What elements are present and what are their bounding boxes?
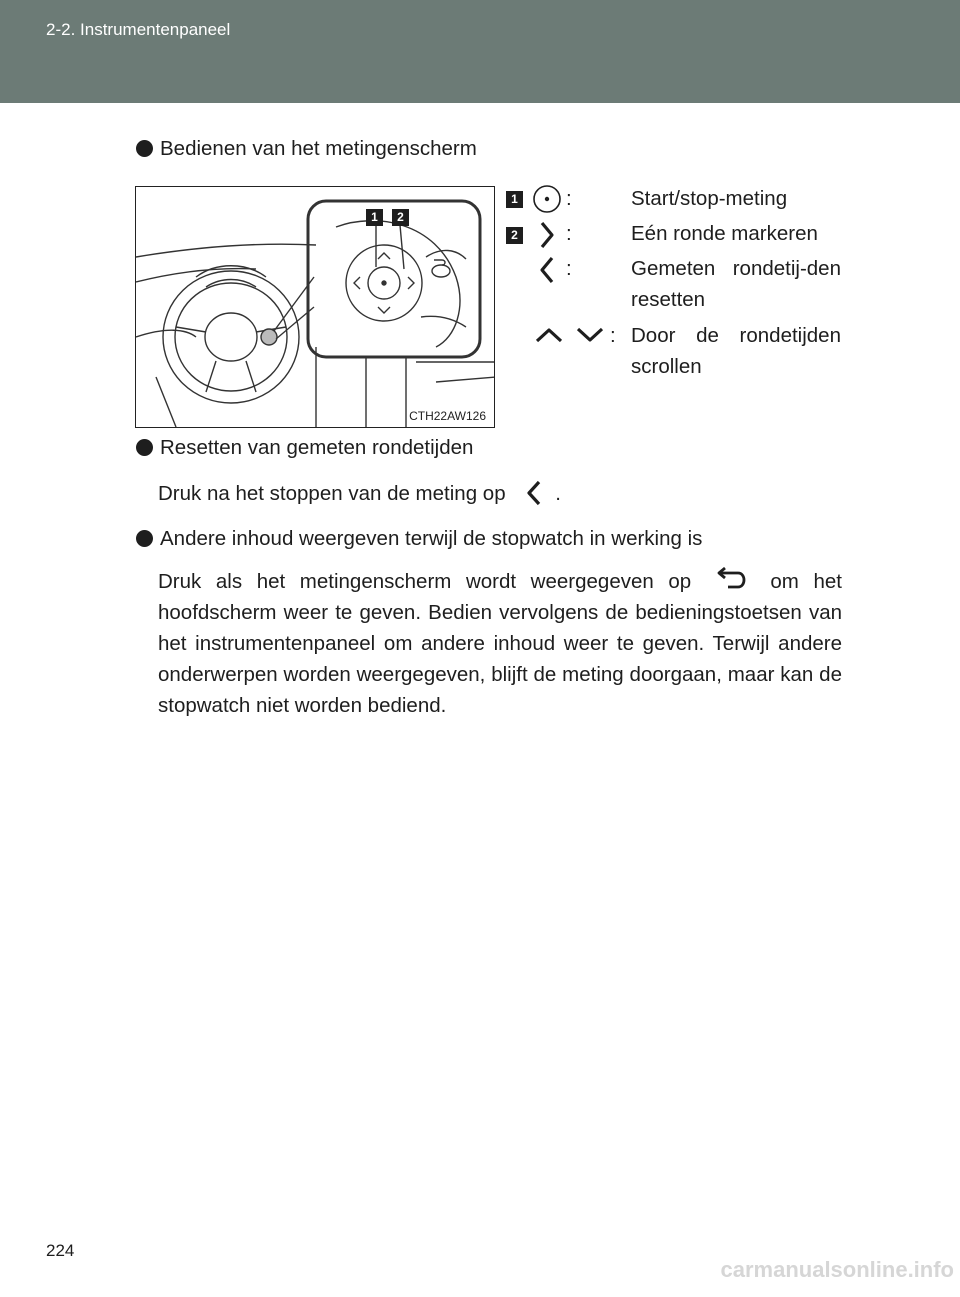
chevron-up-icon — [533, 325, 565, 345]
heading-andere-inhoud: Andere inhoud weergeven terwijl de stopwatch in werking is — [160, 527, 703, 550]
watermark: carmanualsonline.info — [720, 1257, 954, 1282]
chevron-down-icon — [574, 325, 606, 345]
chevron-right-icon — [537, 220, 557, 250]
bullet-2 — [136, 439, 153, 456]
legend-desc-2: Eén ronde markeren — [631, 222, 818, 245]
legend-colon-1: : — [566, 187, 572, 210]
legend-badge-2: 2 — [506, 227, 523, 244]
resetten-instruction — [158, 478, 561, 509]
andere-text-before: Druk als het metingenscherm wordt weergegeven op — [158, 570, 692, 593]
chevron-left-icon — [537, 255, 557, 285]
center-dot-button-icon — [531, 183, 563, 215]
legend-desc-4: Door de rondetijden scrollen — [631, 324, 841, 378]
legend-desc-1: Start/stop-meting — [631, 187, 788, 210]
page-header — [0, 0, 960, 103]
illustration-badge-2: 2 — [392, 209, 409, 226]
legend-colon-3: : — [566, 257, 572, 280]
legend-colon-4: : — [610, 324, 616, 347]
back-arrow-inline-icon — [706, 567, 756, 593]
steering-wheel-illustration — [135, 186, 495, 428]
bullet-1 — [136, 140, 153, 157]
heading-bedienen: Bedienen van het metingenscherm — [160, 137, 477, 160]
resetten-text-after: . — [555, 482, 561, 505]
heading-resetten: Resetten van gemeten rondetijden — [160, 436, 474, 459]
legend-colon-2: : — [566, 222, 572, 245]
legend-desc-3: Gemeten rondetij-den resetten — [631, 257, 841, 311]
legend-badge-1: 1 — [506, 191, 523, 208]
chevron-left-inline-icon — [511, 479, 555, 507]
illustration-badge-1: 1 — [366, 209, 383, 226]
section-title: 2-2. Instrumentenpaneel — [46, 20, 231, 39]
resetten-text-before: Druk na het stoppen van de meting op — [158, 482, 506, 505]
andere-text-after: om het hoofdscherm weer te geven. Bedien vervolgens de bedieningstoetsen van het instrumentenpaneel om andere inhoud weer te geven. Terwijl andere onderwerpen worden weergegeven, blijft de meting doorgaan, maar kan de stopwatch niet worden bediend. — [158, 570, 842, 717]
bullet-3 — [136, 530, 153, 547]
andere-inhoud-paragraph — [158, 566, 842, 721]
page-number: 224 — [46, 1241, 75, 1260]
illustration-code: CTH22AW126 — [409, 409, 486, 423]
steering-wheel-drawing — [136, 187, 495, 428]
